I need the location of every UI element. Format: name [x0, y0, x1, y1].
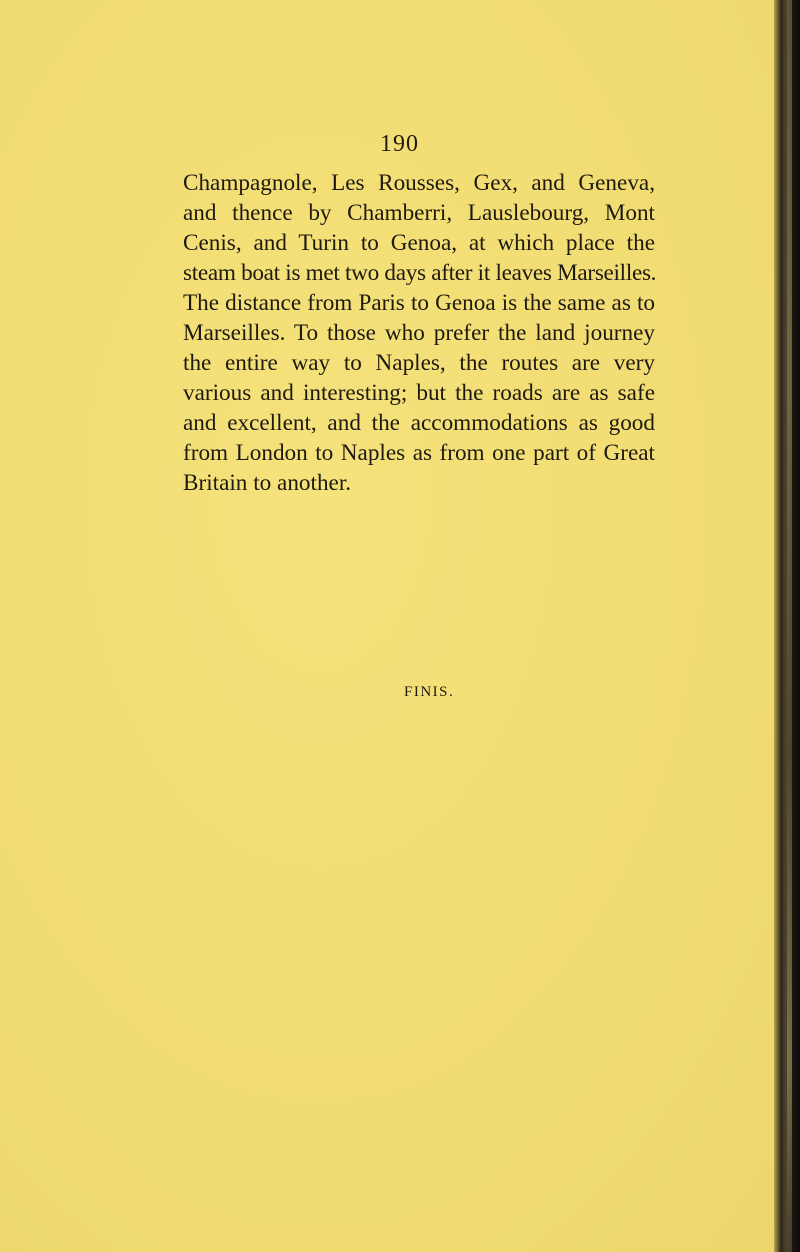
text-line: various and interesting; but the roads are as safe: [183, 380, 655, 406]
body-paragraph: [183, 168, 655, 498]
text-line: Champagnole, Les Rousses, Gex, and Geneva,: [183, 170, 655, 196]
text-line: and thence by Chamberri, Lauslebourg, Mont: [183, 200, 655, 226]
text-line: steam boat is met two days after it leaves Marseilles.: [183, 260, 657, 286]
text-line: The distance from Paris to Genoa is the same as to: [183, 290, 655, 316]
text-line: from London to Naples as from one part of Great: [183, 440, 655, 466]
text-line: Marseilles. To those who prefer the land journey: [183, 320, 655, 346]
closing-word: FINIS.: [404, 684, 455, 700]
page-edge-highlight: [787, 0, 792, 1252]
text-line: Britain to another.: [183, 470, 352, 496]
page-number: 190: [380, 131, 419, 157]
text-line: Cenis, and Turin to Genoa, at which place the: [183, 230, 655, 256]
text-line: and excellent, and the accommodations as good: [183, 410, 655, 436]
text-line: the entire way to Naples, the routes are very: [183, 350, 655, 376]
